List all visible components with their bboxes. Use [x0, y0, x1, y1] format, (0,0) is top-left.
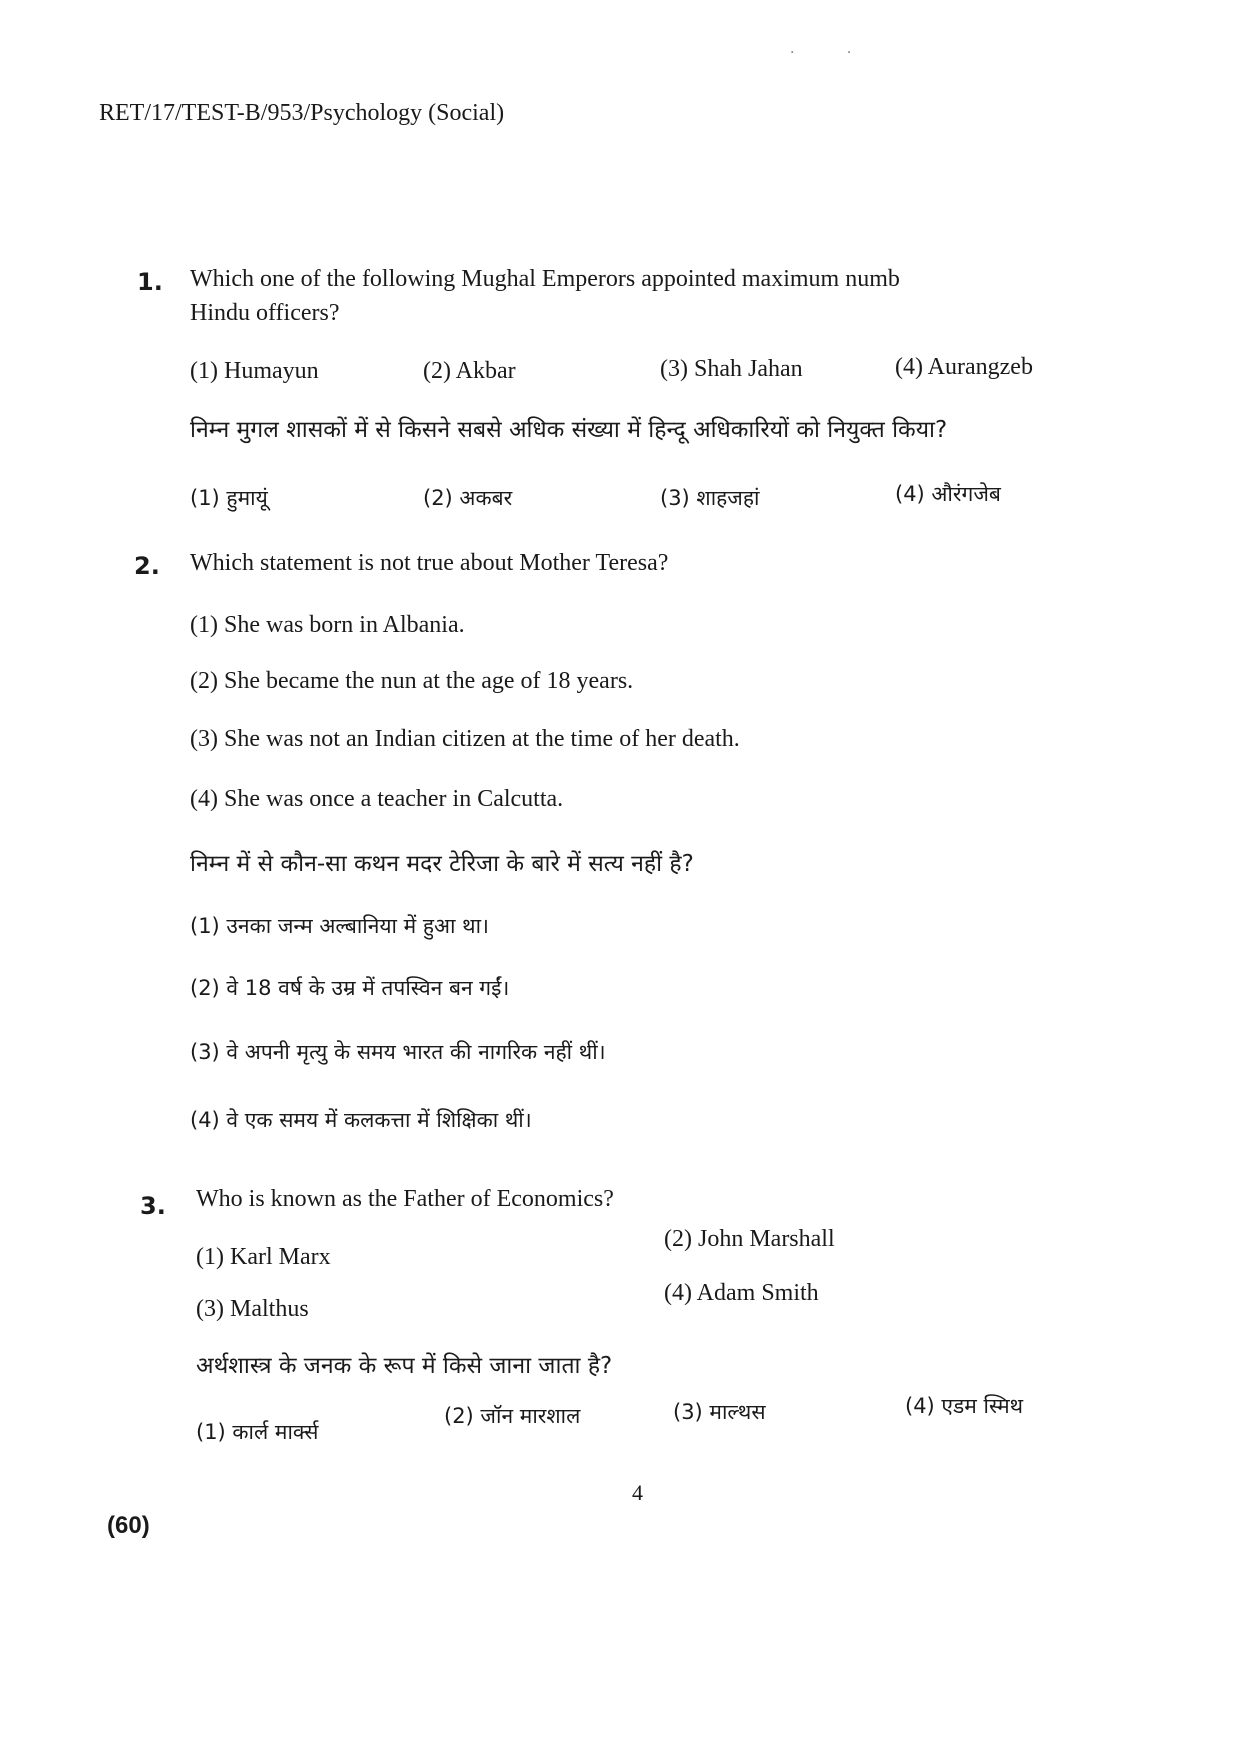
- option-en-3[interactable]: (3) Malthus: [196, 1296, 309, 1322]
- option-en-2[interactable]: (2) Akbar: [423, 358, 516, 384]
- option-en-3[interactable]: (3) She was not an Indian citizen at the time of her death.: [190, 726, 740, 752]
- option-en-2[interactable]: (2) John Marshall: [664, 1226, 835, 1252]
- question-number: 3.: [140, 1192, 166, 1220]
- question-text-hi: निम्न मुगल शासकों में से किसने सबसे अधिक संख्या में हिन्दू अधिकारियों को नियुक्त किया?: [190, 417, 948, 443]
- option-hi-3[interactable]: (3) शाहजहां: [660, 486, 760, 510]
- question-number: 2.: [134, 552, 160, 580]
- option-en-4[interactable]: (4) Adam Smith: [664, 1280, 819, 1306]
- question-text-hi: निम्न में से कौन-सा कथन मदर टेरिजा के बारे में सत्य नहीं है?: [190, 851, 694, 877]
- question-text-en: Who is known as the Father of Economics?: [196, 1186, 614, 1212]
- option-en-1[interactable]: (1) Karl Marx: [196, 1244, 331, 1270]
- option-hi-2[interactable]: (2) अकबर: [423, 486, 513, 510]
- option-en-1[interactable]: (1) She was born in Albania.: [190, 612, 465, 638]
- question-number: 1.: [137, 268, 163, 296]
- page-number: 4: [632, 1480, 643, 1505]
- option-hi-1[interactable]: (1) हुमायूं: [190, 486, 268, 510]
- option-en-2[interactable]: (2) She became the nun at the age of 18 years.: [190, 668, 634, 694]
- option-en-1[interactable]: (1) Humayun: [190, 358, 319, 384]
- question-text-en: Which one of the following Mughal Emperors appointed maximum numb: [190, 266, 900, 292]
- option-en-4[interactable]: (4) Aurangzeb: [895, 354, 1033, 380]
- scan-specks: · ·: [790, 45, 876, 61]
- option-en-4[interactable]: (4) She was once a teacher in Calcutta.: [190, 786, 564, 812]
- option-en-3[interactable]: (3) Shah Jahan: [660, 356, 803, 382]
- question-text-en: Which statement is not true about Mother Teresa?: [190, 550, 669, 576]
- option-hi-3[interactable]: (3) वे अपनी मृत्यु के समय भारत की नागरिक नहीं थीं।: [190, 1040, 606, 1064]
- option-hi-2[interactable]: (2) जॉन मारशाल: [444, 1404, 581, 1428]
- option-hi-4[interactable]: (4) वे एक समय में कलकत्ता में शिक्षिका थीं।: [190, 1108, 532, 1132]
- option-hi-1[interactable]: (1) उनका जन्म अल्बानिया में हुआ था।: [190, 914, 489, 938]
- question-text-hi: अर्थशास्त्र के जनक के रूप में किसे जाना जाता है?: [196, 1353, 613, 1379]
- question-text-en-cont: Hindu officers?: [190, 300, 340, 326]
- option-hi-4[interactable]: (4) एडम स्मिथ: [905, 1394, 1024, 1418]
- option-hi-3[interactable]: (3) माल्थस: [673, 1400, 766, 1424]
- option-hi-4[interactable]: (4) औरंगजेब: [895, 482, 1001, 506]
- booklet-code: (60): [107, 1512, 150, 1539]
- page-header: RET/17/TEST-B/953/Psychology (Social): [99, 100, 505, 126]
- option-hi-1[interactable]: (1) कार्ल मार्क्स: [196, 1420, 319, 1444]
- option-hi-2[interactable]: (2) वे 18 वर्ष के उम्र में तपस्विन बन गईं।: [190, 976, 510, 1000]
